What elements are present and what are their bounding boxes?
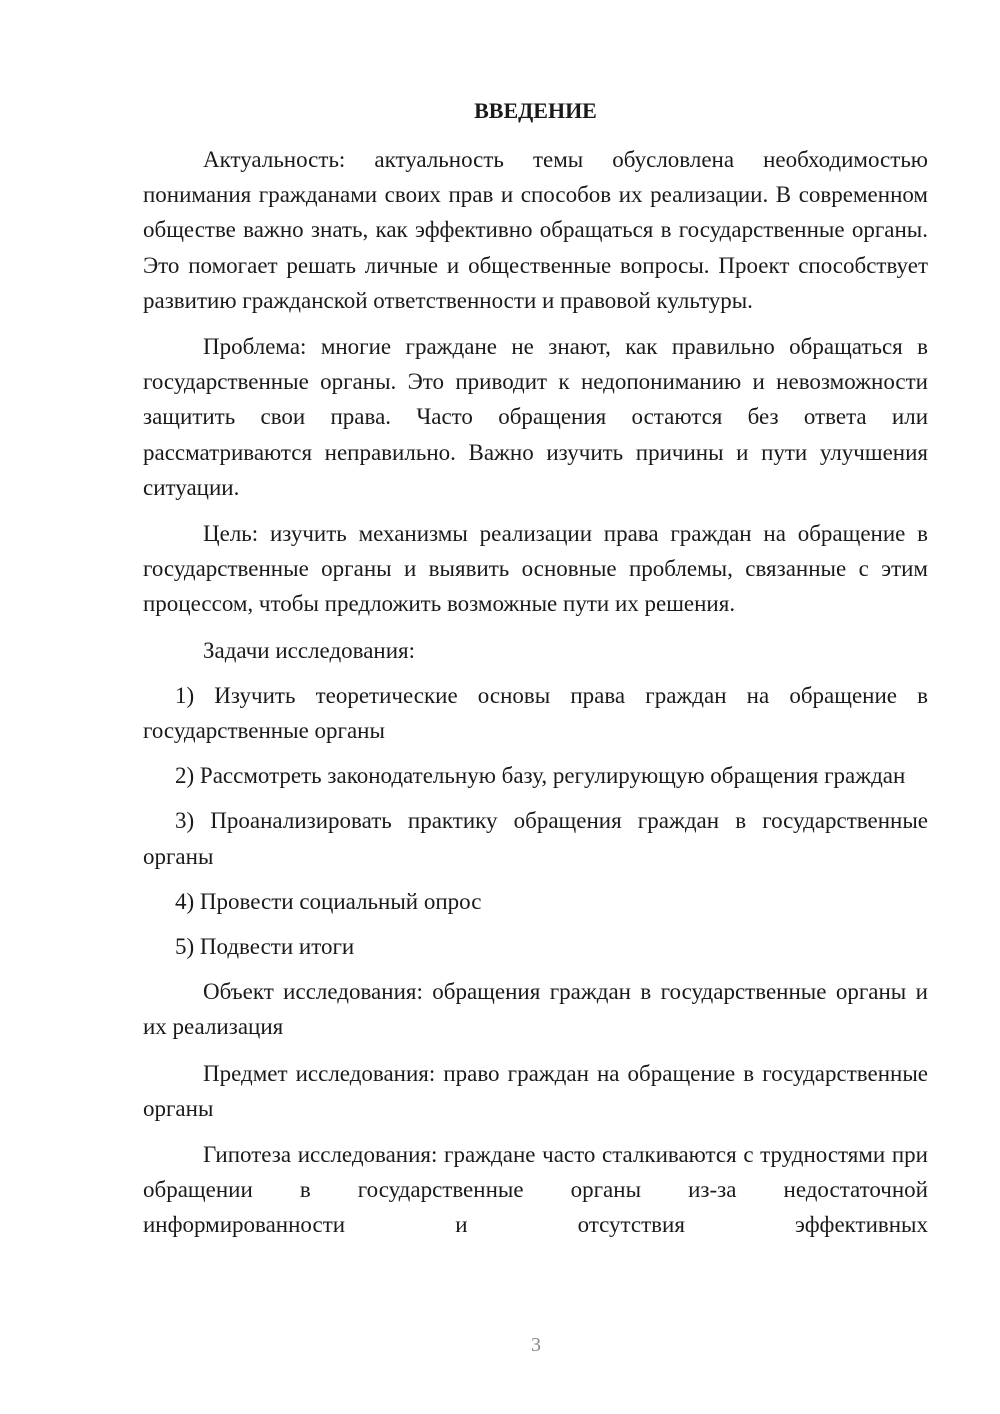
hypothesis-paragraph: Гипотеза исследования: граждане часто сталкиваются с трудностями при обращении в государственные органы из-за недостаточной информированности и отсутствия эффективных <box>143 1142 928 1238</box>
goal-paragraph: Цель: изучить механизмы реализации права граждан на обращение в государственные органы и выявить основные проблемы, связанные с этим процессом, чтобы предложить возможные пути их решения. <box>143 521 928 617</box>
task-item-3: 3) Проанализировать практику обращения граждан в государственные органы <box>143 808 928 869</box>
page-content <box>143 96 928 1254</box>
subject-paragraph: Предмет исследования: право граждан на обращение в государственные органы <box>143 1060 928 1121</box>
task-item-5: 5) Подвести итоги <box>175 934 355 960</box>
problem-paragraph: Проблема: многие граждане не знают, как правильно обращаться в государственные органы. Это приводит к недопониманию и невозможности защитить свои права. Часто обращения остаются без ответа или рассматриваются неправильно. Важно изучить причины и пути улучшения ситуации. <box>143 334 928 500</box>
tasks-label: Задачи исследования: <box>203 637 416 663</box>
task-item-4: 4) Провести социальный опрос <box>175 888 482 914</box>
task-item-1: 1) Изучить теоретические основы права граждан на обращение в государственные органы <box>143 682 928 744</box>
page-number: 3 <box>531 1334 541 1356</box>
object-paragraph: Объект исследования: обращения граждан в государственные органы и их реализация <box>143 979 928 1040</box>
page-title: ВВЕДЕНИЕ <box>474 98 597 123</box>
relevance-paragraph: Актуальность: актуальность темы обусловлена необходимостью понимания гражданами своих прав и способов их реализации. В современном обществе важно знать, как эффективно обращаться в государственные органы. Это помогает решать личные и общественные вопросы. Проект способствует развитию гражданской ответственности и правовой культуры. <box>143 147 928 313</box>
task-item-2: 2) Рассмотреть законодательную базу, регулирующую обращения граждан <box>175 763 906 789</box>
